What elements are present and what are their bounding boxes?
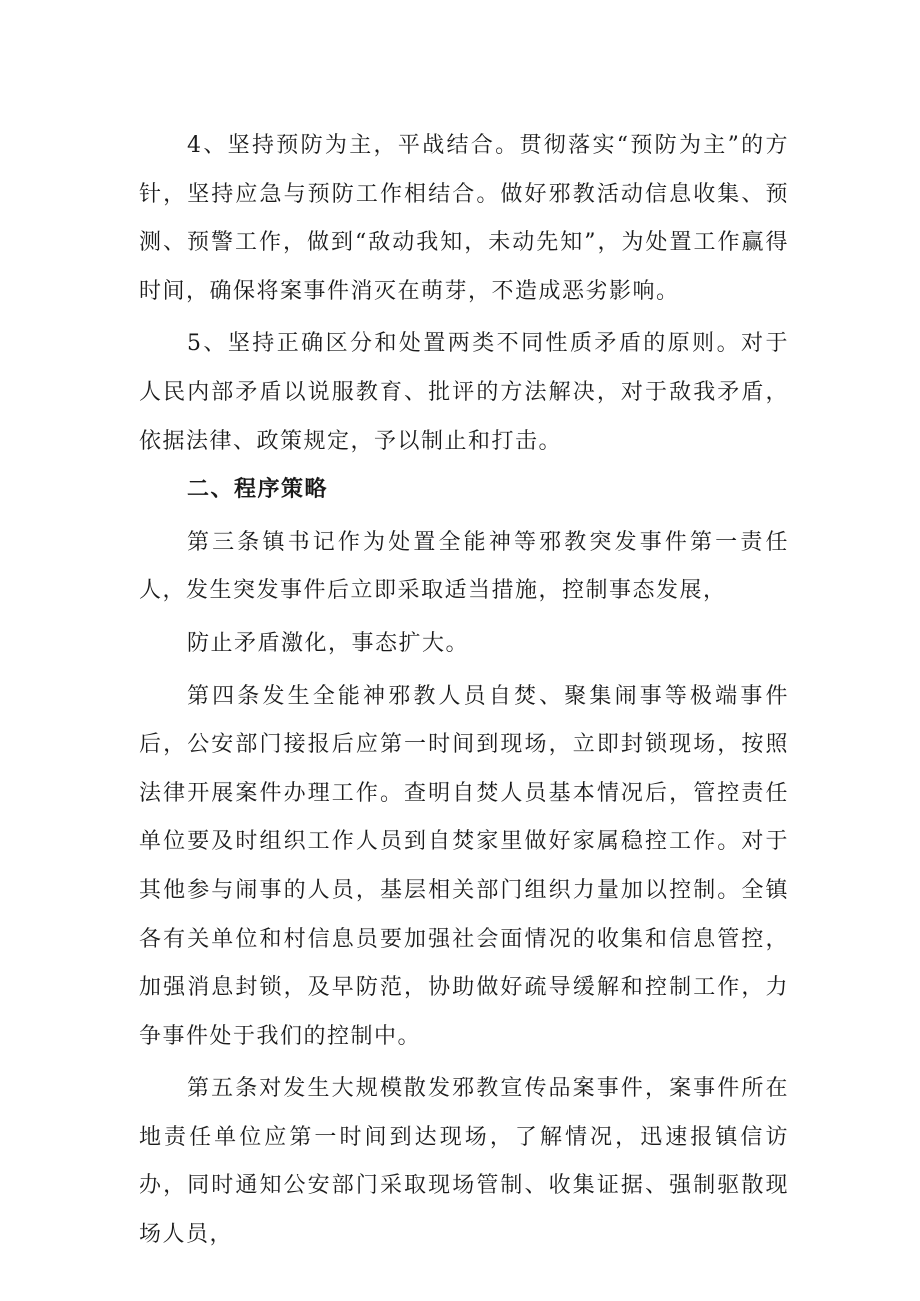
paragraph-principle-5: 5、坚持正确区分和处置两类不同性质矛盾的原则。对于人民内部矛盾以说服教育、批评的方法解决，对于敌我矛盾，依据法律、政策规定，予以制止和打击。 (139, 331, 789, 454)
paragraph-article-5: 第五条对发生大规模散发邪教宣传品案事件，案事件所在地责任单位应第一时间到达现场，了解情况，迅速报镇信访办，同时通知公安部门采取现场管制、收集证据、强制驱散现场人员， (139, 1076, 789, 1248)
document-body (139, 122, 789, 1260)
paragraph-article-3: 第三条镇书记作为处置全能神等邪教突发事件第一责任人，发生突发事件后立即采取适当措施，控制事态发展， (139, 529, 789, 604)
paragraph-principle-4: 4、坚持预防为主，平战结合。贯彻落实“预防为主”的方针，坚持应急与预防工作相结合。做好邪教活动信息收集、预测、预警工作，做到“敌动我知，未动先知”，为处置工作赢得时间，确保将案事件消灭在萌芽，不造成恶劣影响。 (139, 133, 789, 304)
section-heading: 二、程序策略 (187, 477, 329, 503)
paragraph-article-4: 第四条发生全能神邪教人员自焚、聚集闹事等极端事件后，公安部门接报后应第一时间到现场，立即封锁现场，按照法律开展案件办理工作。查明自焚人员基本情况后，管控责任单位要及时组织工作人员到自焚家里做好家属稳控工作。对于其他参与闹事的人员，基层相关部门组织力量加以控制。全镇各有关单位和村信息员要加强社会面情况的收集和信息管控，加强消息封锁，及早防范，协助做好疏导缓解和控制工作，力争事件处于我们的控制中。 (139, 683, 789, 1049)
paragraph-article-3-continued: 防止矛盾激化，事态扩大。 (187, 630, 470, 656)
